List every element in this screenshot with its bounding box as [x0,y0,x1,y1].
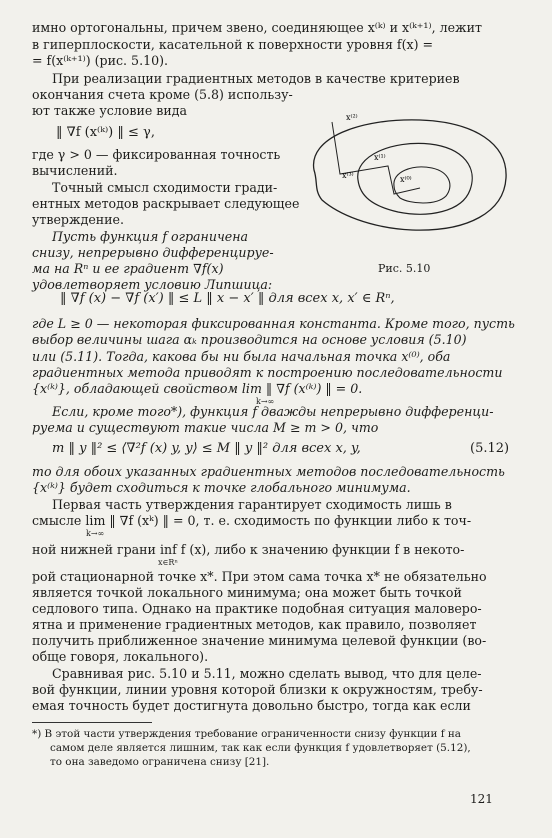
text-line: в гиперплоскости, касательной к поверхности уровня f(x) = [32,37,434,52]
text-line: рой стационарной точке x*. При этом сама точка x* не обязательно [32,569,487,584]
limit-subscript: k→∞ [256,397,275,406]
figure-caption: Рис. 5.10 [378,262,431,275]
text-line: смысле lim ‖ ∇f (xᵏ) ‖ = 0, т. е. сходимость по функции либо к точ- [32,513,472,528]
inf-subscript: x∈Rⁿ [158,558,178,567]
text-line: = f(x⁽ᵏ⁺¹⁾) (рис. 5.10). [32,53,169,68]
text-line: ют также условие вида [32,103,188,118]
figure-label: x⁽⁰⁾ [400,175,412,184]
theorem-line: ма на Rⁿ и ее градиент ∇f(x) [32,261,224,276]
inner-level-curve [394,167,450,203]
formula-hessian-bounds: m ‖ y ‖² ≤ ⟨∇²f (x) y, y⟩ ≤ M ‖ y ‖² для всех x, y, [52,441,361,456]
theorem-line: градиентных метода приводят к построению последовательности [32,365,503,380]
figure-level-curves [300,108,520,258]
figure-label: x⁽¹⁾ [374,153,386,162]
text-line: Точный смысл сходимости гради- [52,180,278,195]
text-line: ентных методов раскрывает следующее [32,196,300,211]
limit-subscript: k→∞ [86,529,105,538]
text-line: утверждение. [32,212,125,227]
text-line: получить приближенное значение минимума целевой функции (во- [32,633,487,648]
text-line: емая точность будет достигнута довольно быстро, тогда как если [32,698,471,713]
text-line: Первая часть утверждения гарантирует сходимость лишь в [52,497,452,512]
theorem-line: Пусть функция f ограничена [52,229,249,244]
theorem-line: Если, кроме того*), функция f дважды непрерывно дифференци- [52,404,494,419]
theorem-line: то для обоих указанных градиентных методов последовательность [32,464,505,479]
text-line: где γ > 0 — фиксированная точность [32,147,281,162]
text-line: седлового типа. Однако на практике подобная ситуация маловеро- [32,601,482,616]
theorem-line: где L ≥ 0 — некоторая фиксированная константа. Кроме того, пусть [32,316,515,331]
equation-number: (5.12) [470,441,510,456]
footnote-rule [32,722,152,723]
formula-gradient-norm: ‖ ∇f (x⁽ᵏ⁾) ‖ ≤ γ, [56,125,155,140]
text-line: вычислений. [32,163,118,178]
footnote-line: самом деле является лишним, так как если функция f удовлетворяет (5.12), [50,742,471,754]
text-line: При реализации градиентных методов в качестве критериев [52,71,460,86]
theorem-line: снизу, непрерывно дифференцируе- [32,245,274,260]
text-line: ятна и применение градиентных методов, как правило, позволяет [32,617,477,632]
theorem-line: руема и существуют такие числа M ≥ m > 0, что [32,420,379,435]
figure-label: x⁽²⁾ [346,113,358,122]
text-line: ной нижней грани inf f (x), либо к значению функции f в некото- [32,542,465,557]
text-line: окончания счета кроме (5.8) использу- [32,87,293,102]
formula-lipschitz: ‖ ∇f (x) − ∇f (x′) ‖ ≤ L ‖ x − x′ ‖ для всех x, x′ ∈ Rⁿ, [60,291,395,306]
text-line: является точкой локального минимума; она может быть точкой [32,585,462,600]
figure-label: x⁽³⁾ [342,171,354,180]
theorem-line: удовлетворяет условию Липшица: [32,277,273,292]
footnote-line: *) В этой части утверждения требование ограниченности снизу функции f на [32,728,461,740]
theorem-line: {x⁽ᵏ⁾} будет сходиться к точке глобального минимума. [32,480,411,495]
text-line: обще говоря, локального). [32,649,209,664]
theorem-line: или (5.11). Тогда, какова бы ни была начальная точка x⁽⁰⁾, оба [32,349,451,364]
text-line: вой функции, линии уровня которой близки к окружностям, требу- [32,682,483,697]
text-line: имно ортогональны, причем звено, соединяющее x⁽ᵏ⁾ и x⁽ᵏ⁺¹⁾, лежит [32,20,482,35]
footnote-line: то она заведомо ограничена снизу [21]. [50,756,270,768]
theorem-line: {x⁽ᵏ⁾}, обладающей свойством lim ‖ ∇f (x⁽ᵏ⁾) ‖ = 0. [32,381,363,396]
theorem-line: выбор величины шага αₖ производится на основе условия (5.10) [32,332,467,347]
page-number: 121 [470,792,493,806]
text-line: Сравнивая рис. 5.10 и 5.11, можно сделать вывод, что для целе- [52,666,482,681]
